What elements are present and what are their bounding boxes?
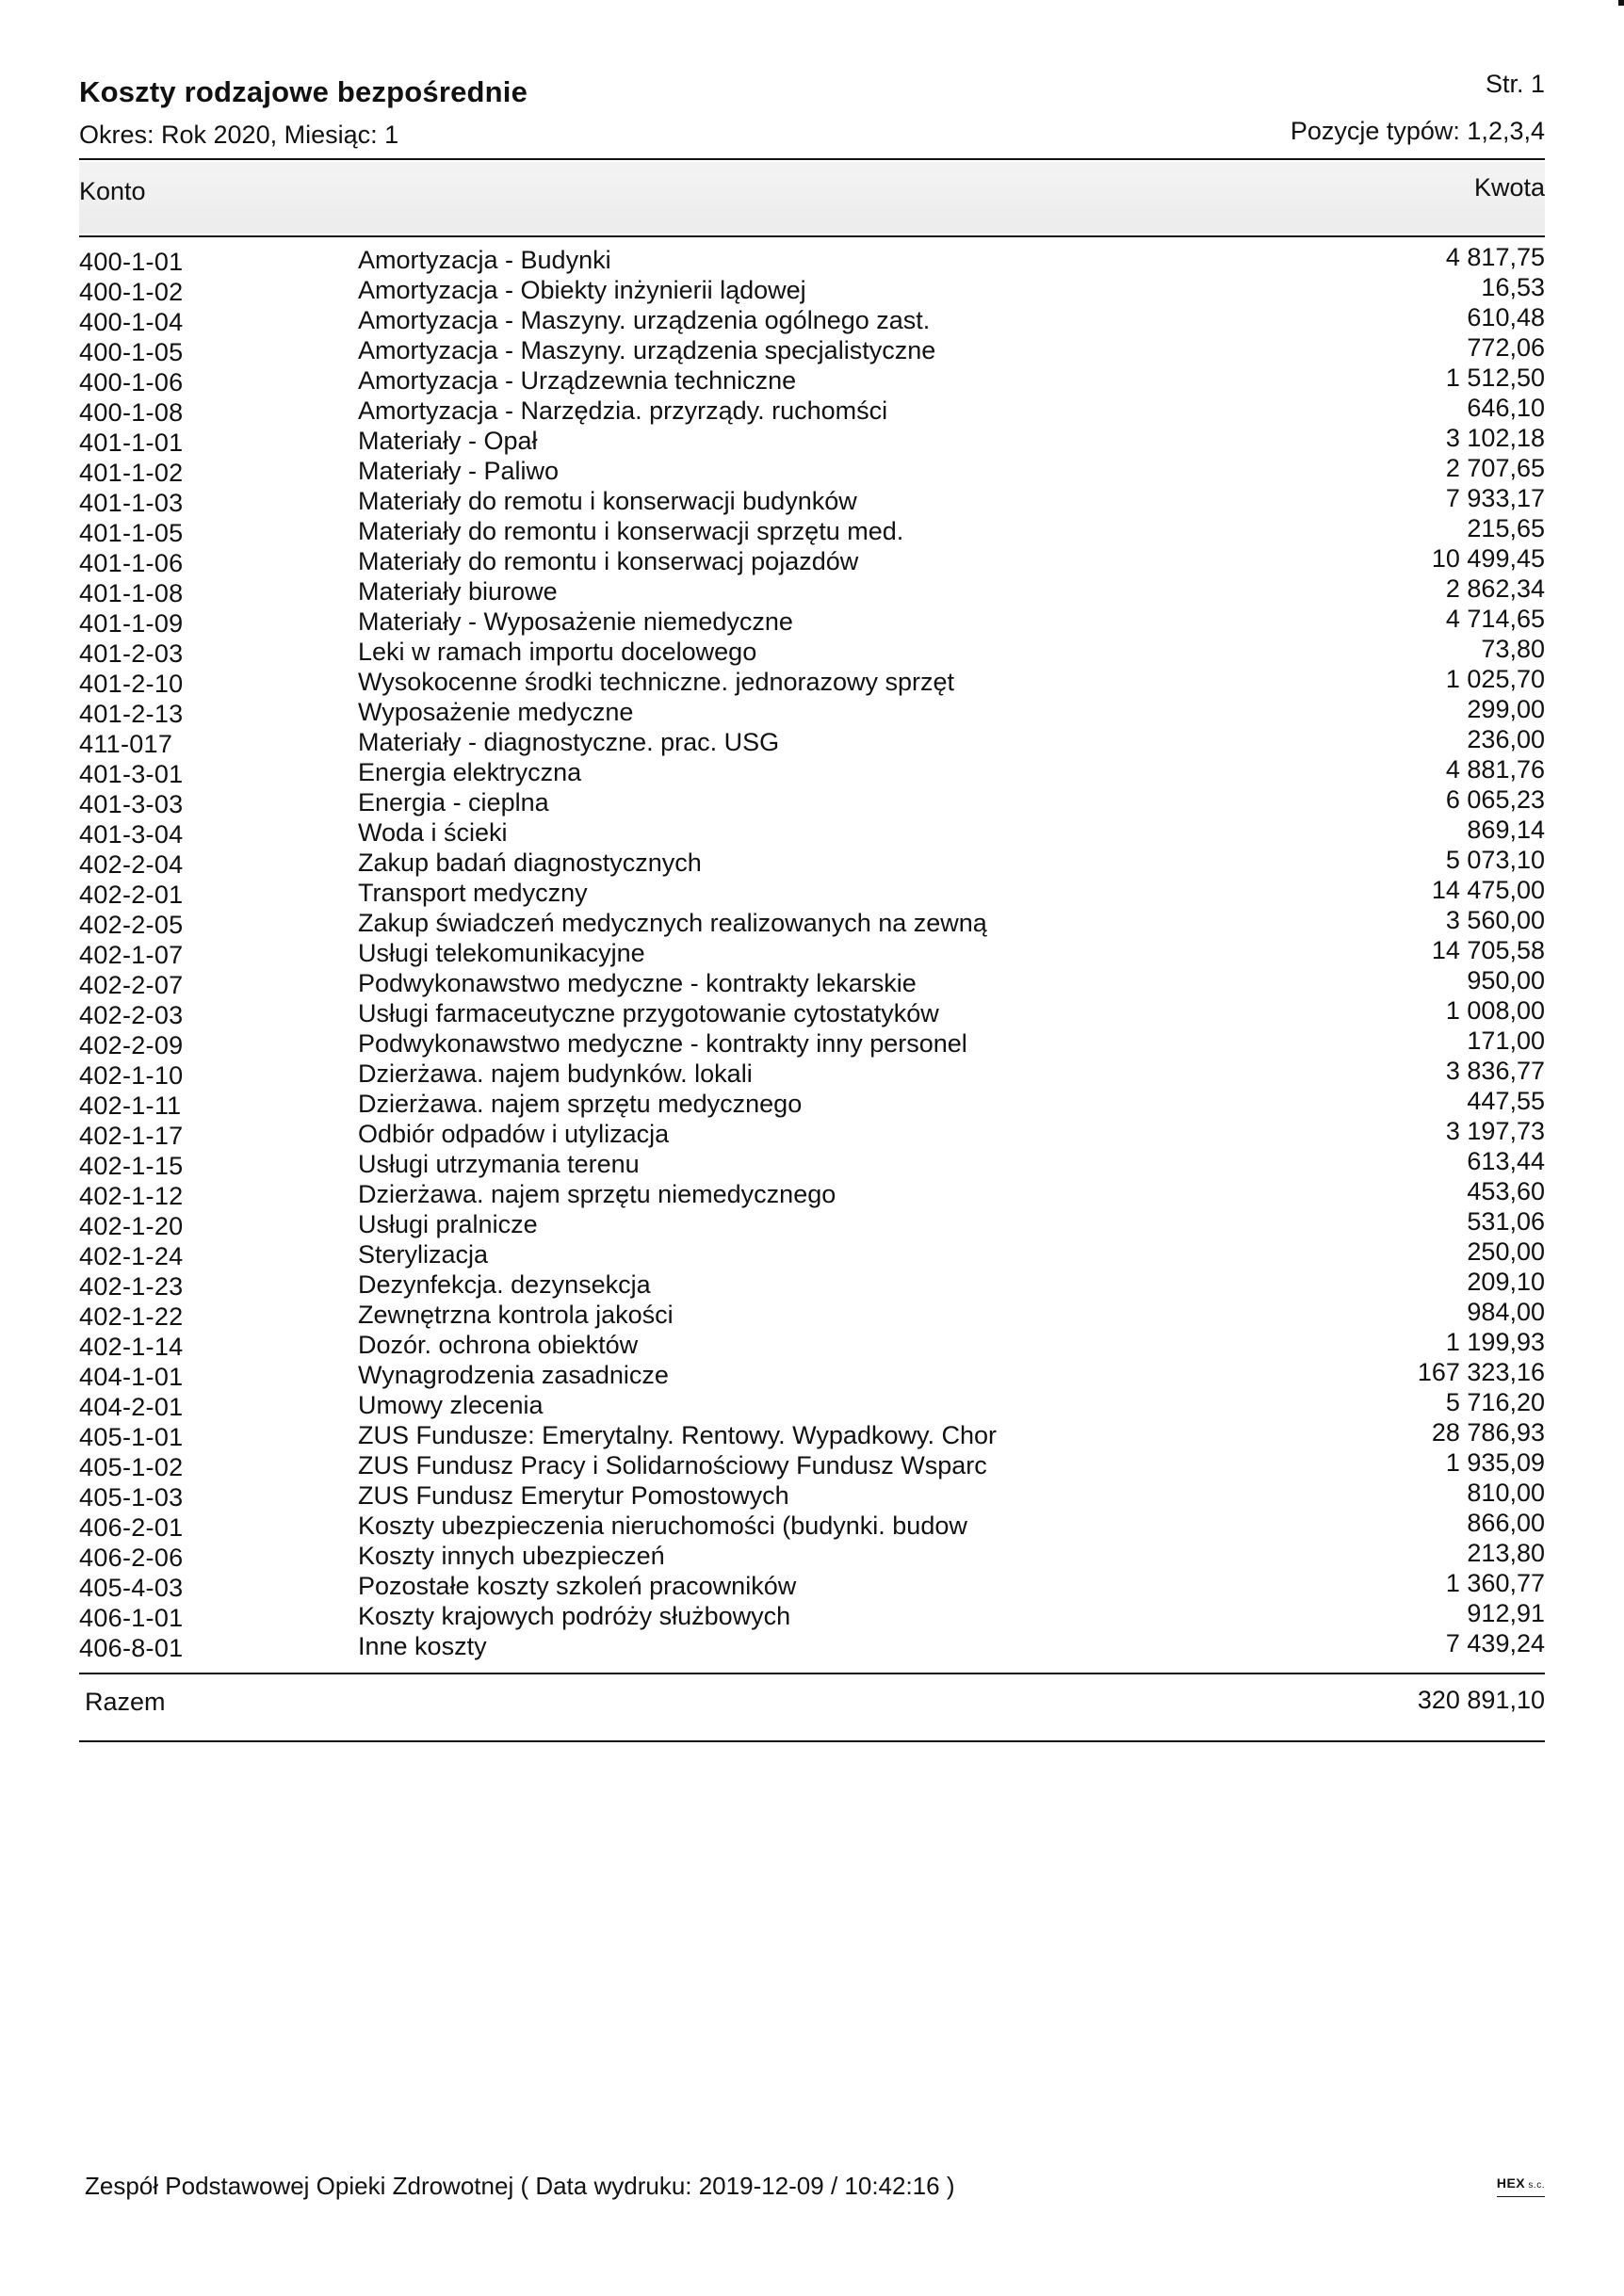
account-name: Materiały do remotu i konserwacji budynków [358, 487, 857, 515]
account-code: 405-4-03 [79, 1574, 184, 1602]
account-code: 401-2-03 [79, 639, 184, 668]
account-name: Woda i ścieki [358, 818, 508, 847]
table-row [79, 1239, 1545, 1269]
table-row [79, 787, 1545, 817]
table-row [79, 546, 1545, 576]
table-row [79, 1420, 1545, 1450]
account-name: Koszty innych ubezpieczeń [358, 1542, 665, 1570]
table-row [79, 637, 1545, 667]
amount: 984,00 [1467, 1298, 1545, 1326]
table-row [79, 908, 1545, 938]
table-row [79, 275, 1545, 305]
table-row [79, 426, 1545, 456]
amount: 16,53 [1481, 273, 1545, 301]
amount: 2 707,65 [1445, 454, 1545, 482]
column-header-kwota: Kwota [1473, 173, 1545, 202]
table-row [79, 606, 1545, 637]
account-name: Umowy zlecenia [358, 1391, 544, 1419]
account-code: 401-1-03 [79, 489, 184, 517]
amount: 236,00 [1467, 725, 1545, 753]
table-row [79, 667, 1545, 697]
table-row [79, 1089, 1545, 1119]
account-code: 402-2-05 [79, 911, 184, 939]
account-code: 400-1-06 [79, 368, 184, 396]
account-code: 400-1-01 [79, 248, 184, 276]
amount: 447,55 [1467, 1087, 1545, 1115]
amount: 171,00 [1467, 1027, 1545, 1055]
amount: 866,00 [1467, 1509, 1545, 1537]
account-code: 402-2-03 [79, 1001, 184, 1029]
account-name: Energia - cieplna [358, 788, 549, 817]
account-name: Dozór. ochrona obiektów [358, 1331, 639, 1359]
table-row [79, 576, 1545, 606]
table-row [79, 968, 1545, 998]
table-row [79, 1360, 1545, 1390]
amount: 167 323,16 [1417, 1358, 1545, 1386]
vendor-mark [1497, 2175, 1545, 2197]
table-row [79, 365, 1545, 396]
cost-table [79, 245, 1545, 1661]
amount: 215,65 [1467, 514, 1545, 542]
account-name: Podwykonawstwo medyczne - kontrakty lekarskie [358, 969, 917, 997]
account-name: Pozostałe koszty szkoleń pracowników [358, 1572, 797, 1600]
amount: 4 817,75 [1445, 243, 1545, 271]
account-code: 404-1-01 [79, 1363, 184, 1391]
account-code: 405-1-01 [79, 1423, 184, 1451]
table-row [79, 396, 1545, 426]
account-name: Wysokocenne środki techniczne. jednorazowy sprzęt [358, 668, 955, 696]
amount: 2 862,34 [1445, 574, 1545, 603]
account-code: 405-1-02 [79, 1453, 184, 1481]
account-name: ZUS Fundusze: Emerytalny. Rentowy. Wypadkowy. Chor [358, 1421, 997, 1449]
account-name: Inne koszty [358, 1632, 487, 1660]
account-name: Zakup badań diagnostycznych [358, 849, 702, 877]
account-code: 402-2-01 [79, 881, 184, 909]
account-name: Transport medyczny [358, 879, 588, 907]
amount: 610,48 [1467, 303, 1545, 331]
column-header-konto: Konto [79, 177, 146, 205]
account-code: 401-2-13 [79, 700, 184, 728]
report-period: Okres: Rok 2020, Miesiąc: 1 [79, 121, 399, 149]
account-code: 401-1-01 [79, 428, 184, 457]
table-row [79, 1300, 1545, 1330]
account-code: 404-2-01 [79, 1393, 184, 1421]
table-row [79, 1059, 1545, 1089]
amount: 73,80 [1481, 635, 1545, 663]
table-row [79, 848, 1545, 878]
amount: 14 705,58 [1431, 936, 1545, 964]
footer-text: Zespół Podstawowej Opieki Zdrowotnej ( Data wydruku: 2019-12-09 / 10:42:16 ) [85, 2172, 955, 2200]
account-code: 402-1-17 [79, 1122, 184, 1150]
amount: 299,00 [1467, 695, 1545, 723]
amount: 950,00 [1467, 966, 1545, 994]
table-row [79, 1450, 1545, 1480]
account-code: 402-1-12 [79, 1182, 184, 1210]
summary-total: 320 891,10 [1417, 1686, 1545, 1714]
table-row [79, 697, 1545, 727]
vendor-suffix: s.c. [1525, 2180, 1545, 2191]
summary-divider [79, 1673, 1545, 1674]
account-code: 402-1-20 [79, 1212, 184, 1240]
account-name: Materiały - Opał [358, 427, 538, 455]
table-row [79, 1631, 1545, 1661]
amount: 7 933,17 [1445, 484, 1545, 512]
account-code: 400-1-04 [79, 308, 184, 336]
account-name: Dzierżawa. najem budynków. lokali [358, 1059, 753, 1088]
account-name: Zewnętrzna kontrola jakości [358, 1301, 674, 1329]
amount: 1 199,93 [1445, 1328, 1545, 1356]
account-code: 402-2-04 [79, 850, 184, 879]
table-row [79, 817, 1545, 848]
account-code: 402-1-24 [79, 1242, 184, 1270]
amount: 3 560,00 [1445, 906, 1545, 934]
account-code: 411-017 [79, 730, 173, 758]
account-name: Odbiór odpadów i utylizacja [358, 1120, 670, 1148]
account-name: ZUS Fundusz Emerytur Pomostowych [358, 1481, 789, 1510]
amount: 4 714,65 [1445, 605, 1545, 633]
table-row [79, 1541, 1545, 1571]
table-row [79, 998, 1545, 1028]
account-name: Koszty krajowych podróży służbowych [358, 1602, 791, 1630]
account-code: 406-1-01 [79, 1604, 184, 1632]
account-name: Amortyzacja - Maszyny. urządzenia specjalistyczne [358, 336, 936, 364]
account-name: Wynagrodzenia zasadnicze [358, 1361, 669, 1389]
account-code: 401-1-08 [79, 579, 184, 607]
amount: 10 499,45 [1431, 544, 1545, 573]
bottom-divider [79, 1740, 1545, 1742]
amount: 646,10 [1467, 394, 1545, 422]
account-code: 401-1-05 [79, 519, 184, 547]
table-row [79, 335, 1545, 365]
amount: 1 008,00 [1445, 996, 1545, 1025]
page-number: Str. 1 [1485, 70, 1545, 98]
scan-edge-mark [1618, 0, 1624, 6]
table-row [79, 1119, 1545, 1149]
account-name: Amortyzacja - Urządzewnia techniczne [358, 366, 797, 395]
account-name: Dezynfekcja. dezynsekcja [358, 1270, 651, 1299]
amount: 5 716,20 [1445, 1388, 1545, 1416]
table-row [79, 1480, 1545, 1511]
account-name: Amortyzacja - Budynki [358, 246, 611, 274]
vendor-name: HEX [1496, 2175, 1526, 2191]
account-name: Energia elektryczna [358, 758, 582, 786]
account-code: 401-3-01 [79, 760, 184, 788]
table-row [79, 727, 1545, 757]
account-code: 405-1-03 [79, 1483, 184, 1512]
account-name: Zakup świadczeń medycznych realizowanych na zewną [358, 909, 987, 937]
account-name: Materiały do remontu i konserwacji sprzętu med. [358, 517, 904, 545]
account-name: Dzierżawa. najem sprzętu medycznego [358, 1090, 803, 1118]
amount: 6 065,23 [1445, 785, 1545, 814]
header-divider [79, 235, 1545, 237]
account-code: 406-2-01 [79, 1513, 184, 1542]
amount: 250,00 [1467, 1237, 1545, 1266]
amount: 4 881,76 [1445, 755, 1545, 784]
amount: 869,14 [1467, 816, 1545, 844]
account-name: Usługi pralnicze [358, 1210, 538, 1238]
amount: 810,00 [1467, 1479, 1545, 1507]
table-row [79, 1179, 1545, 1209]
account-name: Koszty ubezpieczenia nieruchomości (budynki. budow [358, 1512, 967, 1540]
account-code: 406-8-01 [79, 1634, 184, 1662]
table-row [79, 1390, 1545, 1420]
account-name: Wyposażenie medyczne [358, 698, 634, 726]
account-name: Leki w ramach importu docelowego [358, 638, 757, 666]
account-name: Podwykonawstwo medyczne - kontrakty inny personel [358, 1029, 967, 1058]
summary-label: Razem [85, 1688, 166, 1716]
amount: 213,80 [1467, 1539, 1545, 1567]
account-name: Dzierżawa. najem sprzętu niemedycznego [358, 1180, 836, 1208]
table-row [79, 1571, 1545, 1601]
account-code: 402-2-09 [79, 1031, 184, 1059]
amount: 5 073,10 [1445, 846, 1545, 874]
account-code: 402-1-11 [79, 1091, 182, 1120]
table-row [79, 1149, 1545, 1179]
account-name: Amortyzacja - Obiekty inżynierii lądowej [358, 276, 806, 304]
account-code: 400-1-02 [79, 278, 184, 306]
account-code: 401-2-10 [79, 670, 184, 698]
account-code: 400-1-05 [79, 338, 184, 366]
table-row [79, 486, 1545, 516]
report-title: Koszty rodzajowe bezpośrednie [79, 75, 528, 108]
account-name: Materiały biurowe [358, 577, 558, 606]
table-row [79, 938, 1545, 968]
account-code: 402-1-14 [79, 1333, 184, 1361]
table-row [79, 245, 1545, 275]
account-code: 400-1-08 [79, 398, 184, 427]
account-name: ZUS Fundusz Pracy i Solidarnościowy Fundusz Wsparc [358, 1451, 987, 1479]
account-code: 406-2-06 [79, 1544, 184, 1572]
account-code: 401-1-02 [79, 459, 184, 487]
account-name: Usługi telekomunikacyjne [358, 939, 645, 967]
account-code: 401-1-06 [79, 549, 184, 577]
account-name: Materiały do remontu i konserwacj pojazdów [358, 547, 859, 575]
account-code: 401-3-04 [79, 820, 184, 849]
account-name: Sterylizacja [358, 1240, 489, 1269]
amount: 3 102,18 [1445, 424, 1545, 452]
account-name: Usługi utrzymania terenu [358, 1150, 640, 1178]
table-row [79, 1209, 1545, 1239]
top-divider [79, 158, 1545, 160]
table-row [79, 1601, 1545, 1631]
amount: 531,06 [1467, 1207, 1545, 1236]
account-name: Materiały - Paliwo [358, 457, 560, 485]
account-name: Amortyzacja - Narzędzia. przyrządy. ruchomści [358, 396, 888, 425]
table-row [79, 1028, 1545, 1059]
amount: 3 197,73 [1445, 1117, 1545, 1145]
amount: 7 439,24 [1445, 1629, 1545, 1657]
table-row [79, 757, 1545, 787]
table-row [79, 1269, 1545, 1300]
amount: 1 360,77 [1445, 1569, 1545, 1597]
amount: 1 025,70 [1445, 665, 1545, 693]
amount: 14 475,00 [1431, 876, 1545, 904]
amount: 613,44 [1467, 1147, 1545, 1175]
type-positions: Pozycje typów: 1,2,3,4 [1290, 117, 1545, 145]
table-row [79, 878, 1545, 908]
amount: 453,60 [1467, 1177, 1545, 1205]
amount: 3 836,77 [1445, 1057, 1545, 1085]
account-name: Materiały - Wyposażenie niemedyczne [358, 607, 793, 636]
amount: 28 786,93 [1431, 1418, 1545, 1447]
amount: 209,10 [1467, 1268, 1545, 1296]
table-row [79, 456, 1545, 486]
account-code: 401-3-03 [79, 790, 184, 818]
column-header-band [79, 162, 1545, 234]
account-code: 402-1-15 [79, 1152, 184, 1180]
amount: 1 512,50 [1445, 364, 1545, 392]
account-code: 402-1-07 [79, 941, 184, 969]
account-code: 402-1-22 [79, 1302, 184, 1331]
table-row [79, 516, 1545, 546]
amount: 772,06 [1467, 333, 1545, 362]
account-code: 402-1-10 [79, 1061, 184, 1090]
account-name: Amortyzacja - Maszyny. urządzenia ogólnego zast. [358, 306, 931, 334]
amount: 1 935,09 [1445, 1448, 1545, 1477]
table-row [79, 305, 1545, 335]
amount: 912,91 [1467, 1599, 1545, 1627]
table-row [79, 1511, 1545, 1541]
account-code: 402-1-23 [79, 1272, 184, 1301]
table-row [79, 1330, 1545, 1360]
account-name: Usługi farmaceutyczne przygotowanie cytostatyków [358, 999, 939, 1027]
account-code: 401-1-09 [79, 609, 184, 638]
account-name: Materiały - diagnostyczne. prac. USG [358, 728, 780, 756]
account-code: 402-2-07 [79, 971, 184, 999]
